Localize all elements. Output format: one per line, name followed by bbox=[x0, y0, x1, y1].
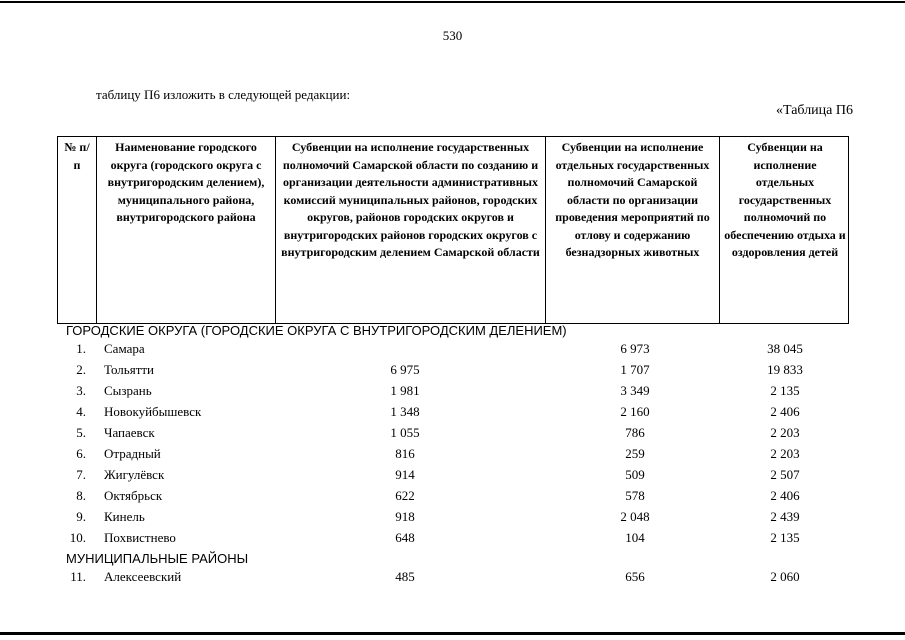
row-animals-value: 2 048 bbox=[620, 509, 650, 524]
row-number: 6. bbox=[76, 446, 86, 461]
header-name: Наименование городского округа (городского округа с внутригородским делением), муниципального района, внутригородского района bbox=[97, 137, 276, 323]
table-caption: «Таблица П6 bbox=[776, 103, 853, 118]
header-admin-commissions: Субвенции на исполнение государственных полномочий Самарской области по созданию и организации деятельности административных комиссий муниципальных районов, городских округов, районов городских округов и внутригородских районов городских округов с внутригородским делением Самарской области bbox=[276, 137, 546, 323]
row-name: Алексеевский bbox=[104, 569, 182, 584]
table-row bbox=[0, 569, 905, 590]
row-name: Жигулёвск bbox=[104, 467, 165, 482]
row-children-rest-value: 2 406 bbox=[770, 404, 800, 419]
row-animals-value: 104 bbox=[625, 530, 645, 545]
row-name: Октябрьск bbox=[104, 488, 163, 503]
section-title: МУНИЦИПАЛЬНЫЕ РАЙОНЫ bbox=[66, 551, 249, 566]
table-row bbox=[0, 425, 905, 446]
row-name: Чапаевск bbox=[104, 425, 155, 440]
row-name: Тольятти bbox=[104, 362, 155, 377]
bottom-rule bbox=[0, 632, 905, 635]
table-row bbox=[0, 530, 905, 551]
row-animals-value: 259 bbox=[625, 446, 645, 461]
table-row bbox=[0, 404, 905, 425]
table-row bbox=[0, 341, 905, 362]
table-header bbox=[57, 136, 849, 324]
row-children-rest-value: 2 135 bbox=[770, 530, 800, 545]
row-number: 4. bbox=[76, 404, 86, 419]
row-children-rest-value: 19 833 bbox=[767, 362, 803, 377]
table-row bbox=[0, 467, 905, 488]
row-animals-value: 509 bbox=[625, 467, 645, 482]
table-row bbox=[0, 362, 905, 383]
header-number: № п/п bbox=[58, 137, 97, 323]
row-admin-commissions-value: 914 bbox=[395, 467, 415, 482]
row-admin-commissions-value: 918 bbox=[395, 509, 415, 524]
table-row bbox=[0, 509, 905, 530]
row-animals-value: 656 bbox=[625, 569, 645, 584]
row-children-rest-value: 2 439 bbox=[770, 509, 800, 524]
row-admin-commissions-value: 622 bbox=[395, 488, 415, 503]
row-children-rest-value: 2 203 bbox=[770, 425, 800, 440]
row-animals-value: 786 bbox=[625, 425, 645, 440]
row-children-rest-value: 2 060 bbox=[770, 569, 800, 584]
row-number: 2. bbox=[76, 362, 86, 377]
row-name: Сызрань bbox=[104, 383, 152, 398]
row-animals-value: 578 bbox=[625, 488, 645, 503]
row-number: 10. bbox=[69, 530, 86, 545]
row-name: Отрадный bbox=[104, 446, 161, 461]
row-admin-commissions-value: 1 055 bbox=[390, 425, 420, 440]
row-children-rest-value: 2 406 bbox=[770, 488, 800, 503]
table-row bbox=[0, 488, 905, 509]
row-children-rest-value: 2 135 bbox=[770, 383, 800, 398]
row-number: 1. bbox=[76, 341, 86, 356]
page-number: 530 bbox=[442, 28, 463, 43]
top-rule bbox=[0, 1, 905, 3]
section-title: ГОРОДСКИЕ ОКРУГА (ГОРОДСКИЕ ОКРУГА С ВНУТРИГОРОДСКИМ ДЕЛЕНИЕМ) bbox=[66, 323, 567, 338]
table-row bbox=[0, 383, 905, 404]
row-number: 7. bbox=[76, 467, 86, 482]
row-name: Кинель bbox=[104, 509, 145, 524]
row-number: 8. bbox=[76, 488, 86, 503]
row-admin-commissions-value: 1 348 bbox=[390, 404, 420, 419]
header-animals: Субвенции на исполнение отдельных государственных полномочий Самарской области по организации проведения мероприятий по отлову и содержанию безнадзорных животных bbox=[546, 137, 720, 323]
row-children-rest-value: 38 045 bbox=[767, 341, 803, 356]
row-children-rest-value: 2 203 bbox=[770, 446, 800, 461]
row-admin-commissions-value: 1 981 bbox=[390, 383, 420, 398]
row-children-rest-value: 2 507 bbox=[770, 467, 800, 482]
row-name: Новокуйбышевск bbox=[104, 404, 202, 419]
row-admin-commissions-value: 816 bbox=[395, 446, 415, 461]
row-name: Похвистнево bbox=[104, 530, 176, 545]
row-animals-value: 2 160 bbox=[620, 404, 650, 419]
row-number: 3. bbox=[76, 383, 86, 398]
row-admin-commissions-value: 485 bbox=[395, 569, 415, 584]
row-name: Самара bbox=[104, 341, 145, 356]
row-animals-value: 3 349 bbox=[620, 383, 650, 398]
row-number: 9. bbox=[76, 509, 86, 524]
row-number: 11. bbox=[70, 569, 86, 584]
row-animals-value: 6 973 bbox=[620, 341, 650, 356]
table-row bbox=[0, 446, 905, 467]
row-admin-commissions-value: 6 975 bbox=[390, 362, 420, 377]
intro-text: таблицу П6 изложить в следующей редакции: bbox=[96, 87, 351, 102]
row-number: 5. bbox=[76, 425, 86, 440]
row-admin-commissions-value: 648 bbox=[395, 530, 415, 545]
row-animals-value: 1 707 bbox=[620, 362, 650, 377]
header-children-rest: Субвенции на исполнение отдельных государственных полномочий по обеспечению отдыха и оздоровления детей bbox=[724, 140, 846, 259]
